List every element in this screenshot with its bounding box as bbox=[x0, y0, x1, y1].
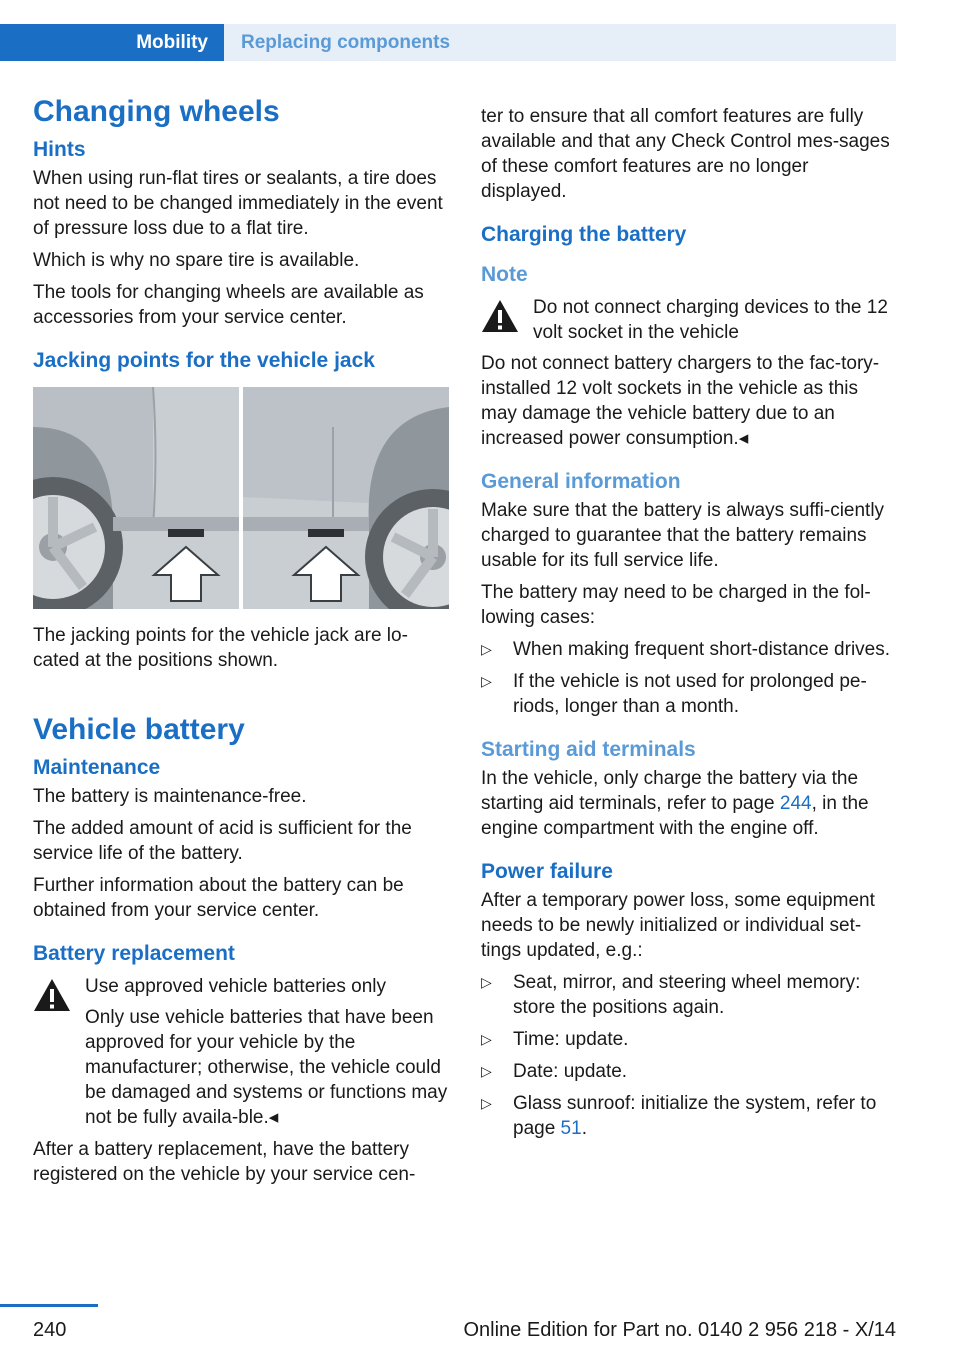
heading-maintenance: Maintenance bbox=[33, 756, 161, 779]
page-header bbox=[0, 24, 896, 61]
heading-general-information: General information bbox=[481, 470, 681, 493]
bullet-arrow-icon: ▷ bbox=[481, 1031, 492, 1047]
footer-edition: Online Edition for Part no. 0140 2 956 218 - X/14 bbox=[463, 1319, 896, 1341]
heading-vehicle-battery: Vehicle battery bbox=[33, 713, 245, 746]
bullet-arrow-icon: ▷ bbox=[481, 1063, 492, 1079]
maintenance-paragraph-3: Further information about the battery can be obtained from your service center. bbox=[33, 875, 404, 921]
list-item: ▷ Seat, mirror, and steering wheel memory: store the positions again. bbox=[481, 972, 861, 1018]
warning-title: Use approved vehicle batteries only bbox=[85, 976, 387, 997]
page-number: 240 bbox=[33, 1319, 67, 1341]
warning-charging-devices bbox=[481, 295, 899, 345]
list-item: ▷ Date: update. bbox=[481, 1061, 628, 1082]
replacement-paragraph: After a battery replacement, have the battery registered on the vehicle by your service cen- bbox=[33, 1139, 416, 1185]
hints-paragraph-2: Which is why no spare tire is available. bbox=[33, 250, 360, 271]
general-paragraph-2: The battery may need to be charged in the fol-lowing cases: bbox=[481, 582, 871, 628]
hints-paragraph-1: When using run-flat tires or sealants, a tire does not need to be changed immediately in the event of pressure loss due to a flat tire. bbox=[33, 168, 443, 239]
starting-aid-paragraph: In the vehicle, only charge the battery via the starting aid terminals, refer to page 244, in the engine compartment with the engine off. bbox=[481, 768, 869, 839]
list-item: ▷ Time: update. bbox=[481, 1029, 629, 1050]
header-subsection-tab[interactable]: Replacing components bbox=[224, 24, 896, 61]
bullet-arrow-icon: ▷ bbox=[481, 673, 492, 689]
maintenance-paragraph-1: The battery is maintenance-free. bbox=[33, 786, 307, 807]
left-column bbox=[33, 94, 449, 1194]
bullet-arrow-icon: ▷ bbox=[481, 1095, 492, 1111]
warning-approved-batteries bbox=[33, 974, 449, 1130]
power-failure-paragraph: After a temporary power loss, some equipment needs to be newly initialized or individual set-tings updated, e.g.: bbox=[481, 890, 875, 961]
continuation-paragraph: ter to ensure that all comfort features are fully available and that any Check Control mes-sages of these comfort features are no longer displayed. bbox=[481, 106, 890, 202]
list-item: ▷ When making frequent short-distance drives. bbox=[481, 639, 891, 660]
bullet-arrow-icon: ▷ bbox=[481, 641, 492, 657]
heading-note: Note bbox=[481, 263, 528, 286]
jacking-points-illustration bbox=[33, 387, 449, 609]
footer-accent-line bbox=[0, 1304, 98, 1307]
general-paragraph-1: Make sure that the battery is always suffi-ciently charged to guarantee that the battery remains usable for its full service life. bbox=[481, 500, 885, 571]
list-item: ▷ If the vehicle is not used for prolonged pe-riods, longer than a month. bbox=[481, 671, 867, 717]
bullet-arrow-icon: ▷ bbox=[481, 974, 492, 990]
warning-title: Do not connect charging devices to the 12 volt socket in the vehicle bbox=[533, 297, 888, 343]
hints-paragraph-3: The tools for changing wheels are available as accessories from your service center. bbox=[33, 282, 424, 328]
maintenance-paragraph-2: The added amount of acid is sufficient for the service life of the battery. bbox=[33, 818, 412, 864]
warning-body: Do not connect battery chargers to the fac-tory-installed 12 volt sockets in the vehicle as this may damage the vehicle battery due to an increased power consumption.◂ bbox=[481, 353, 880, 449]
page-link-51[interactable]: 51 bbox=[560, 1118, 582, 1139]
warning-body: Only use vehicle batteries that have been approved for your vehicle by the manufacturer; otherwise, the vehicle could be damaged and systems or functions may not be fully availa-ble.◂ bbox=[85, 1007, 448, 1128]
power-failure-bullet-list bbox=[481, 970, 899, 1141]
heading-starting-aid-terminals: Starting aid terminals bbox=[481, 738, 696, 761]
warning-triangle-icon bbox=[33, 978, 71, 1012]
warning-triangle-icon bbox=[481, 299, 519, 333]
jacking-paragraph: The jacking points for the vehicle jack are lo-cated at the positions shown. bbox=[33, 625, 408, 671]
heading-changing-wheels: Changing wheels bbox=[33, 95, 280, 128]
right-column bbox=[481, 104, 899, 1148]
general-bullet-list bbox=[481, 637, 899, 719]
heading-battery-replacement: Battery replacement bbox=[33, 942, 235, 965]
page-link-244[interactable]: 244 bbox=[779, 793, 812, 814]
heading-hints: Hints bbox=[33, 138, 86, 161]
list-item: ▷ Glass sunroof: initialize the system, refer to page 51. bbox=[481, 1093, 877, 1139]
heading-jacking-points: Jacking points for the vehicle jack bbox=[33, 349, 375, 372]
jacking-points-figure bbox=[33, 387, 449, 609]
heading-charging-battery: Charging the battery bbox=[481, 223, 687, 246]
header-section-tab[interactable]: Mobility bbox=[0, 24, 224, 61]
heading-power-failure: Power failure bbox=[481, 860, 613, 883]
